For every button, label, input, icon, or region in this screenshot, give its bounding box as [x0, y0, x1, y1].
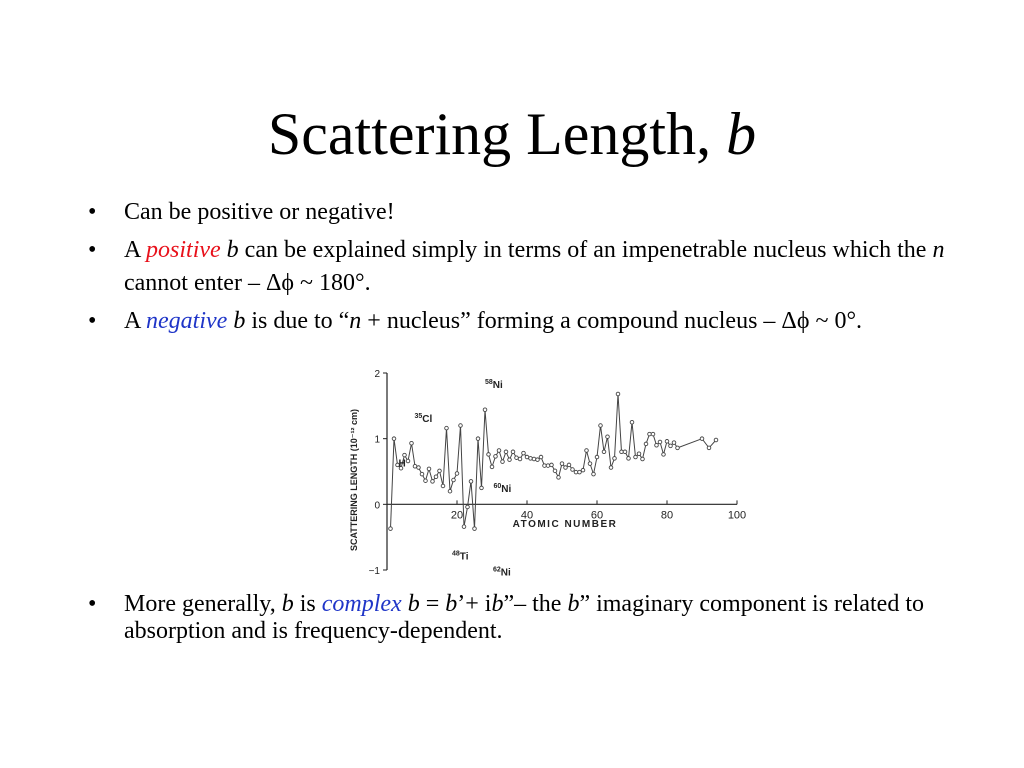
- bullet-list: [88, 196, 968, 343]
- bullet-item-1: [88, 196, 968, 229]
- data-point: [560, 462, 564, 466]
- annotation-label: [485, 379, 503, 391]
- x-axis-label: ATOMIC NUMBER: [512, 519, 618, 530]
- annotation-label: [415, 413, 433, 425]
- chart-marks: [389, 379, 718, 579]
- data-point: [623, 450, 627, 454]
- var-b: b: [445, 591, 458, 617]
- data-point: [665, 439, 669, 443]
- data-point: [410, 441, 414, 445]
- data-point: [508, 458, 512, 462]
- annotation-mass-number: 62: [493, 566, 501, 574]
- data-point: [602, 450, 606, 454]
- bullet-4-text: ’+ i: [457, 591, 492, 617]
- data-point: [553, 469, 557, 473]
- y-tick-label: 2: [374, 369, 380, 380]
- annotation-mass-number: 58: [485, 378, 493, 386]
- bullet-2-text: A: [124, 237, 147, 263]
- data-point: [613, 457, 617, 461]
- data-point: [494, 455, 498, 459]
- data-point: [644, 442, 648, 446]
- annotation-label: [493, 566, 511, 578]
- data-point: [578, 470, 582, 474]
- data-point: [550, 463, 554, 467]
- bullet-4-text: ”– the: [503, 591, 568, 617]
- data-point: [536, 458, 540, 462]
- annotation-mass-number: 35: [414, 413, 423, 421]
- x-tick-label: 60: [590, 509, 604, 522]
- bullet-4-text: =: [419, 591, 446, 617]
- data-point: [592, 472, 596, 476]
- bullet-4-text: ” imaginary component is related to absorption and is frequency-dependent.: [124, 591, 924, 644]
- bullet-item-3: [88, 305, 968, 338]
- data-point: [459, 424, 463, 428]
- y-tick-label: 1: [374, 434, 380, 446]
- data-point: [634, 455, 638, 459]
- bullet-3-text: A: [124, 308, 147, 334]
- data-point: [392, 437, 396, 441]
- annotation-element: Ti: [459, 551, 469, 563]
- complex-term: complex: [321, 591, 402, 617]
- data-point: [539, 455, 543, 459]
- data-point: [473, 527, 477, 531]
- data-point: [599, 424, 603, 428]
- bullet-dot-icon: •: [88, 308, 97, 334]
- bullet-dot-icon: •: [88, 237, 97, 263]
- data-point: [676, 446, 680, 450]
- data-point: [641, 457, 645, 461]
- y-axis-label: SCATTERING LENGTH (10⁻¹² cm): [349, 408, 359, 552]
- data-point: [469, 480, 473, 484]
- var-n: n: [932, 237, 945, 263]
- data-point: [700, 437, 704, 441]
- annotation-label: [452, 551, 469, 563]
- negative-term: negative: [146, 308, 228, 334]
- annotation-label: [494, 483, 512, 495]
- data-point: [441, 484, 445, 488]
- data-point: [466, 505, 470, 509]
- data-point: [501, 460, 505, 464]
- bullet-dot-icon: •: [88, 591, 97, 617]
- data-point: [389, 527, 393, 531]
- bullet-1-text: Can be positive or negative!: [124, 199, 395, 225]
- var-n: n: [349, 308, 362, 334]
- data-point: [616, 392, 620, 396]
- slide-title-text: Scattering Length,: [267, 101, 727, 167]
- data-point: [669, 444, 673, 448]
- bullet-2-text: cannot enter – Δϕ ~ 180°.: [124, 270, 371, 296]
- positive-term: positive: [146, 237, 221, 263]
- bullet-4-text: More generally,: [124, 591, 282, 617]
- annotation-mass-number: 60: [493, 482, 502, 490]
- data-point: [557, 476, 561, 480]
- data-point: [564, 466, 568, 470]
- data-point: [588, 462, 592, 466]
- data-point: [406, 459, 410, 463]
- y-tick-label: 0: [374, 500, 380, 512]
- bullet-item-2: [88, 234, 968, 300]
- var-b: b: [281, 591, 294, 617]
- data-point: [522, 451, 526, 455]
- data-point: [438, 469, 442, 473]
- data-point: [546, 464, 550, 468]
- data-point: [427, 467, 431, 471]
- data-point: [662, 453, 666, 457]
- data-point: [420, 472, 424, 476]
- data-point: [595, 455, 599, 459]
- data-point: [714, 438, 718, 442]
- x-tick-label: 40: [520, 509, 534, 522]
- data-point: [476, 437, 480, 441]
- data-point: [417, 466, 421, 470]
- data-point: [518, 457, 522, 461]
- data-point: [490, 465, 494, 469]
- x-tick-label: 20: [450, 509, 464, 522]
- data-point: [655, 443, 659, 447]
- data-point: [606, 435, 610, 439]
- chart-svg: [335, 365, 755, 580]
- data-point: [452, 478, 456, 482]
- data-point: [511, 450, 515, 454]
- annotation-element: Cl: [422, 414, 433, 426]
- data-point: [630, 420, 634, 424]
- annotation-element: Ni: [501, 483, 512, 495]
- data-point: [672, 441, 676, 445]
- data-point: [480, 486, 484, 490]
- var-b: b: [233, 308, 246, 334]
- data-point: [627, 457, 631, 461]
- data-point: [403, 453, 407, 457]
- slide-title: [0, 98, 1024, 170]
- data-point: [532, 457, 536, 461]
- var-b: b: [491, 591, 504, 617]
- slide-title-variable: b: [726, 101, 757, 167]
- data-point: [434, 475, 438, 479]
- var-b: b: [567, 591, 580, 617]
- bullet-2-text: can be explained simply in terms of an impenetrable nucleus which the: [238, 237, 933, 263]
- var-b: b: [407, 591, 420, 617]
- data-point: [483, 408, 487, 412]
- data-point: [707, 446, 711, 450]
- data-point: [529, 457, 533, 461]
- bullet-dot-icon: •: [88, 199, 97, 225]
- bullet-item-4: [88, 591, 988, 645]
- data-point: [455, 472, 459, 476]
- data-point: [445, 426, 449, 430]
- data-point: [462, 525, 466, 529]
- data-point: [571, 468, 575, 472]
- data-point: [637, 452, 641, 456]
- data-point: [497, 449, 501, 453]
- scattering-length-chart: [335, 365, 755, 580]
- data-point: [487, 453, 491, 457]
- data-point: [581, 468, 585, 472]
- bullet-3-text: is due to “: [245, 308, 350, 334]
- var-b: b: [226, 237, 239, 263]
- chart-axes: [369, 369, 747, 577]
- data-point: [585, 449, 589, 453]
- data-point: [504, 450, 508, 454]
- data-point: [431, 480, 435, 484]
- y-tick-label: −1: [368, 566, 380, 577]
- data-point: [609, 466, 613, 470]
- data-point: [567, 463, 571, 467]
- annotation-label: H: [398, 458, 406, 470]
- annotation-element: Ni: [492, 379, 503, 391]
- data-point: [448, 489, 452, 493]
- x-tick-label: 100: [727, 509, 747, 522]
- data-point: [658, 440, 662, 444]
- annotation-mass-number: 48: [452, 550, 460, 558]
- annotation-element: Ni: [500, 567, 511, 579]
- bullet-4-text: is: [293, 591, 322, 617]
- data-point: [651, 432, 655, 436]
- x-tick-label: 80: [660, 509, 674, 522]
- data-point: [424, 479, 428, 483]
- bullet-3-text: + nucleus” forming a compound nucleus – Δϕ ~ 0°.: [361, 308, 863, 334]
